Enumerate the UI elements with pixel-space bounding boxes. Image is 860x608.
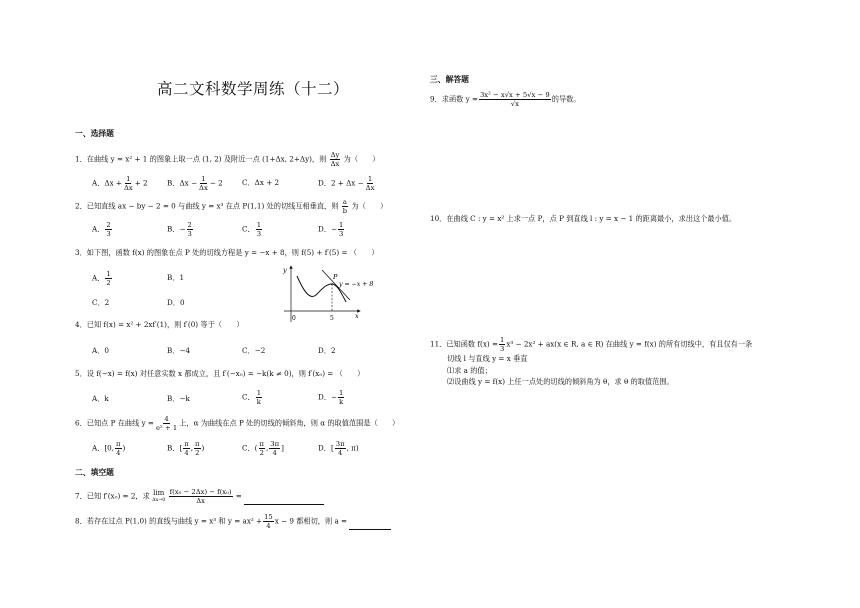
question-7: 7．已知 f′(x₀) = 2，求 lim Δx→0 $\frac{\text{f(x₀ − 2Δx) − f(x₀)}}{\Delta x}$ = — [75, 488, 324, 505]
question-6-option-c: C．( $\frac{\pi}{2}$ , $\frac{3\pi}{4}$ ] — [242, 440, 284, 457]
graph-x-label: x — [355, 312, 359, 320]
question-5-option-d: D．− $\frac{1}{k}$ — [318, 389, 344, 406]
graph-tick-label: 5 — [330, 315, 334, 322]
graph-y-label: y — [283, 266, 287, 274]
question-2-option-a: A． $\frac{2}{3}$ — [92, 221, 111, 238]
question-3-option-b: B．1 — [167, 273, 185, 282]
question-11-part-2: ⑵设曲线 y = f(x) 上任一点处的切线的倾斜角为 θ，求 θ 的取值范围。 — [447, 377, 674, 386]
question-2-option-c: C． $\frac{1}{3}$ — [242, 221, 262, 238]
graph-line-label: y = −x + 8 — [339, 281, 374, 288]
graph-curve — [297, 276, 346, 302]
question-3-option-d: D．0 — [167, 298, 185, 307]
question-3: 3．如下图，函数 f(x) 的图象在点 P 处的切线方程是 y = −x + 8，则 f(5) + f′(5) = （ ） — [75, 248, 379, 257]
graph-origin-label: 0 — [292, 315, 296, 322]
question-6-option-a: A．[0, $\frac{\pi}{4}$ ) — [92, 440, 126, 457]
question-11: 11．已知函数 f(x) = $\frac{1}{3}$ x³ − 2x² + ax(x ∈ R, a ∈ R) 在曲线 y = f(x) 的所有切线中，有且仅有一条 — [430, 336, 753, 353]
question-6-option-b: B．[ $\frac{\pi}{4}$ , $\frac{\pi}{2}$ ) — [167, 440, 205, 457]
question-2-option-b: B．− $\frac{2}{3}$ — [167, 221, 192, 238]
question-6-option-d: D．[ $\frac{3\pi}{4}$ , π) — [318, 440, 359, 457]
question-8: 8．若存在过点 P(1,0) 的直线与曲线 y = x³ 和 y = ax² + $\frac{15}{4}$ x − 9 都相切，则 a = — [75, 513, 391, 530]
section-solve-heading: 三、解答题 — [430, 75, 469, 84]
question-5-option-a: A．k — [92, 394, 109, 403]
question-1-fraction: $\frac{\Delta y}{\Delta x}$ — [330, 151, 340, 168]
question-1-option-b: B．Δx − $\frac{1}{\Delta x}$ − 2 — [167, 175, 223, 192]
question-6: 6．已知点 P 在曲线 y = $\frac{4}{\text{eˣ + 1}}$ 上，α 为曲线在点 P 处的切线的倾斜角，则 α 的取值范围是（ ） — [75, 415, 400, 432]
question-5: 5．设 f(−x) = f(x) 对任意实数 x 都成立，且 f′(−x₀) = −k(k ≠ 0)，则 f′(x₀) = （ ） — [75, 369, 365, 378]
question-1-option-c: C．Δx + 2 — [242, 178, 280, 187]
question-4-option-a: A．0 — [92, 346, 109, 355]
question-4-option-c: C．−2 — [242, 346, 266, 355]
section-choice-heading: 一、选择题 — [75, 129, 114, 138]
question-3-option-a: A． $\frac{1}{2}$ — [92, 270, 111, 287]
limit-subscript: Δx→0 — [152, 497, 166, 503]
question-1-text: 1．在曲线 y = x² + 1 的图象上取一点 (1, 2) 及附近一点 (1+Δx, 2+Δy)，则 — [75, 154, 327, 164]
question-10: 10．在曲线 C : y = x² 上求一点 P，点 P 到直线 l : y = x − 1 的距离最小，求出这个最小值。 — [430, 214, 737, 223]
graph-point-label: P — [333, 273, 338, 281]
question-5-option-c: C． $\frac{1}{k}$ — [242, 389, 262, 406]
question-1: 1．在曲线 y = x² + 1 的图象上取一点 (1, 2) 及附近一点 (1+Δx, 2+Δy)，则 $\frac{\Delta y}{\Delta x}$ 为（ ） — [75, 151, 380, 168]
question-3-option-c: C．2 — [92, 298, 110, 307]
question-3-graph — [278, 262, 378, 328]
question-2-option-d: D．− $\frac{1}{3}$ — [318, 221, 344, 238]
question-5-option-b: B．−k — [167, 394, 190, 403]
page-title: 高二文科数学周练（十二） — [157, 80, 350, 98]
question-8-answer-blank[interactable] — [349, 521, 391, 530]
question-2: 2．已知直线 ax − by − 2 = 0 与曲线 y = x³ 在点 P(1,1) 处的切线互相垂直，则 $\frac{a}{b}$ 为（ ） — [75, 198, 388, 215]
limit-symbol: lim — [153, 488, 165, 497]
question-7-answer-blank[interactable] — [244, 496, 324, 505]
question-9: 9．求函数 y = $\frac{\text{3x² − x√x + 5√x − 9}}{√x}$ 的导数。 — [430, 91, 581, 108]
question-11-line-2: 切线 l 与直线 y = x 垂直 — [447, 354, 528, 363]
section-fill-heading: 二、填空题 — [75, 468, 114, 477]
question-4-option-d: D．2 — [318, 346, 336, 355]
question-1-option-a: A．Δx + $\frac{1}{\Delta x}$ + 2 — [92, 175, 148, 192]
question-11-part-1: ⑴求 a 的值； — [447, 366, 492, 375]
question-4-option-b: B．−4 — [167, 346, 191, 355]
question-4: 4．已知 f(x) = x² + 2xf′(1)，则 f′(0) 等于（ ） — [75, 320, 244, 329]
question-1-option-d: D．2 + Δx − $\frac{1}{\Delta x}$ — [318, 175, 375, 192]
